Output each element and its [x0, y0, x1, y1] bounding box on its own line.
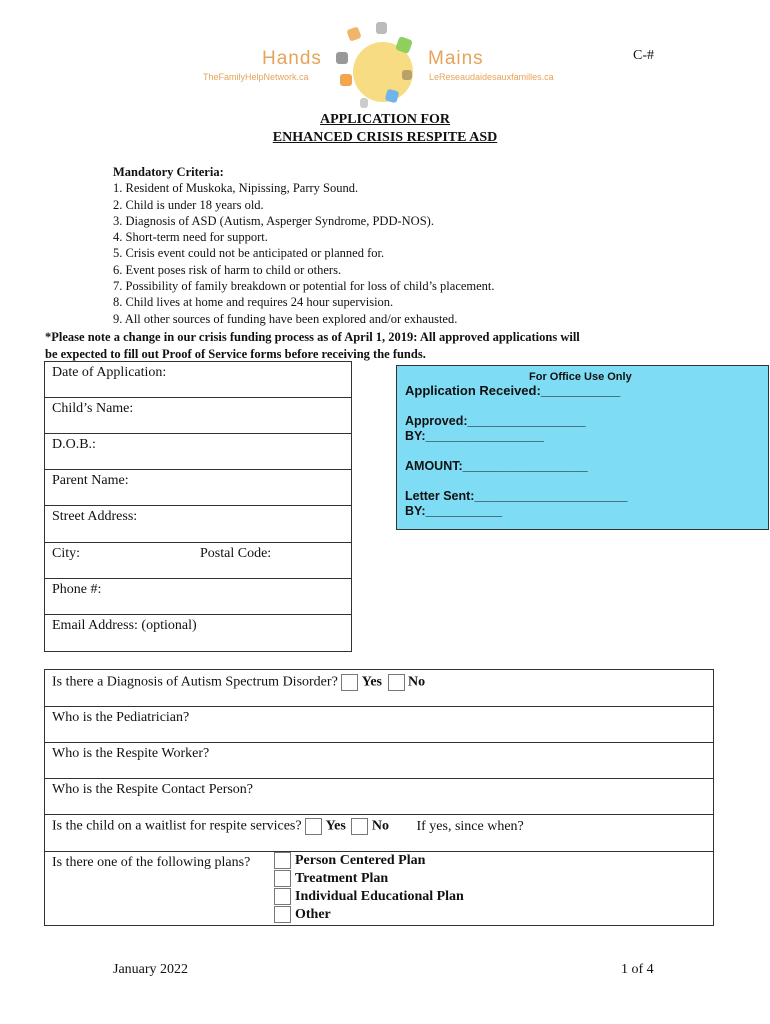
plan-option[interactable]	[274, 888, 464, 906]
yes-label: Yes	[325, 818, 346, 834]
field-label: D.O.B.:	[52, 437, 96, 452]
field-label: Child’s Name:	[52, 401, 134, 416]
street-address-field[interactable]	[44, 505, 352, 543]
plan-option[interactable]	[274, 852, 425, 870]
plan-checkbox[interactable]	[274, 888, 291, 905]
plan-option[interactable]	[274, 906, 331, 924]
pediatrician-question: Who is the Pediatrician?	[52, 710, 190, 725]
criteria-item: 8. Child lives at home and requires 24 hour supervision.	[113, 295, 394, 310]
diagnosis-yes-checkbox[interactable]	[341, 674, 358, 691]
diagnosis-question: Is there a Diagnosis of Autism Spectrum Disorder?	[52, 674, 338, 690]
waitlist-no-checkbox[interactable]	[351, 818, 368, 835]
yes-label: Yes	[361, 674, 383, 690]
criteria-item: 6. Event poses risk of harm to child or others.	[113, 262, 342, 277]
respite-contact-question: Who is the Respite Contact Person?	[52, 782, 254, 797]
page-title-line2: ENHANCED CRISIS RESPITE ASD	[272, 130, 498, 145]
respite-worker-row[interactable]	[44, 742, 714, 779]
notice-line2: be expected to fill out Proof of Service forms before receiving the funds.	[45, 347, 426, 361]
logo-hand-icon	[336, 52, 348, 64]
plans-question: Is there one of the following plans?	[52, 855, 251, 870]
plan-checkbox[interactable]	[274, 906, 291, 923]
no-label: No	[371, 818, 389, 834]
logo-hand-icon	[340, 74, 352, 86]
office-use-box	[396, 365, 769, 530]
date-of-application-field[interactable]	[44, 361, 352, 398]
form-code: C-#	[633, 48, 654, 63]
logo-word-hands: Hands	[262, 48, 322, 69]
phone-field[interactable]	[44, 578, 352, 615]
criteria-item: 1. Resident of Muskoka, Nipissing, Parry Sound.	[113, 181, 359, 196]
no-label: No	[408, 674, 426, 690]
field-label: Phone #:	[52, 582, 102, 597]
page-title-line1: APPLICATION FOR	[319, 112, 451, 127]
plan-label: Treatment Plan	[295, 871, 389, 886]
footer-page-number: 1 of 4	[621, 962, 654, 977]
city-field[interactable]	[44, 542, 352, 579]
footer-date: January 2022	[113, 962, 189, 977]
field-label: City:	[52, 546, 81, 561]
child-name-field[interactable]	[44, 397, 352, 434]
pediatrician-row[interactable]	[44, 706, 714, 743]
waitlist-yes-checkbox[interactable]	[305, 818, 322, 835]
field-label: Email Address: (optional)	[52, 618, 197, 633]
office-approved: Approved:_________________	[405, 414, 586, 428]
diagnosis-no-checkbox[interactable]	[388, 674, 405, 691]
email-field[interactable]	[44, 614, 352, 652]
criteria-item: 9. All other sources of funding have been explored and/or exhausted.	[113, 311, 458, 326]
plan-option[interactable]	[274, 870, 388, 888]
postal-code-label: Postal Code:	[200, 546, 272, 561]
plan-label: Person Centered Plan	[295, 853, 426, 868]
plan-checkbox[interactable]	[274, 852, 291, 869]
office-application-received: Application Received:___________	[405, 383, 621, 398]
logo-hand-icon	[376, 22, 387, 34]
criteria-item: 3. Diagnosis of ASD (Autism, Asperger Syndrome, PDD-NOS).	[113, 213, 434, 228]
dob-field[interactable]	[44, 433, 352, 470]
notice-line1: *Please note a change in our crisis funding process as of April 1, 2019: All approved applications will	[45, 330, 580, 344]
respite-contact-row[interactable]	[44, 778, 714, 815]
logo-hand-icon	[402, 70, 412, 80]
since-when-label: If yes, since when?	[416, 818, 524, 834]
office-amount: AMOUNT:__________________	[405, 459, 588, 473]
office-by: BY:_________________	[405, 429, 544, 443]
diagnosis-row	[44, 669, 714, 707]
criteria-item: 5. Crisis event could not be anticipated or planned for.	[113, 246, 385, 261]
field-label: Parent Name:	[52, 473, 129, 488]
waitlist-row	[44, 814, 714, 852]
logo-sub-left: TheFamilyHelpNetwork.ca	[203, 72, 309, 82]
office-letter-sent: Letter Sent:______________________	[405, 489, 628, 503]
logo-hand-icon	[346, 26, 361, 41]
plan-checkbox[interactable]	[274, 870, 291, 887]
waitlist-question: Is the child on a waitlist for respite services?	[52, 818, 302, 834]
criteria-item: 2. Child is under 18 years old.	[113, 197, 264, 212]
logo-sub-right: LeReseaudaidesauxfamilles.ca	[429, 72, 554, 82]
field-label: Date of Application:	[52, 365, 167, 380]
office-by: BY:___________	[405, 504, 503, 518]
parent-name-field[interactable]	[44, 469, 352, 506]
criteria-item: 7. Possibility of family breakdown or potential for loss of child’s placement.	[113, 279, 495, 294]
plan-label: Individual Educational Plan	[295, 889, 464, 904]
plan-label: Other	[295, 907, 331, 922]
logo-hand-icon	[360, 98, 368, 108]
field-label: Street Address:	[52, 509, 138, 524]
criteria-item: 4. Short-term need for support.	[113, 230, 268, 245]
office-heading: For Office Use Only	[529, 371, 632, 383]
criteria-heading: Mandatory Criteria:	[113, 165, 224, 179]
respite-worker-question: Who is the Respite Worker?	[52, 746, 210, 761]
logo-word-mains: Mains	[428, 48, 484, 69]
criteria-section	[113, 164, 673, 327]
